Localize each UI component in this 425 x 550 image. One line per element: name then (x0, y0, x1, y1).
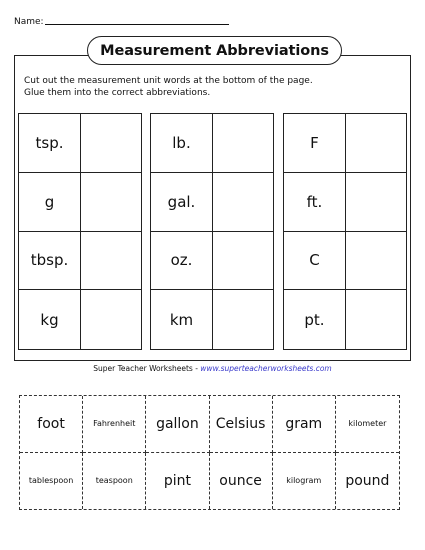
footer-brand: Super Teacher Worksheets - (93, 364, 201, 373)
footer (0, 364, 425, 373)
cutout-word: kilometer (336, 396, 399, 453)
answer-blank (213, 290, 273, 349)
instruction-line: Cut out the measurement unit words at the bottom of the page. (24, 76, 313, 86)
cutout-word: teaspoon (83, 453, 146, 510)
abbreviation-cell: oz. (151, 232, 213, 291)
abbreviation-cell: g (19, 173, 81, 232)
abbreviation-cell: F (284, 114, 346, 173)
answer-blank (213, 114, 273, 173)
answer-blank (346, 232, 406, 291)
answer-blank (213, 232, 273, 291)
abbreviation-cell: km (151, 290, 213, 349)
abbreviation-cell: pt. (284, 290, 346, 349)
name-label: Name: (14, 17, 44, 27)
cutout-word: Celsius (210, 396, 273, 453)
abbreviation-table-1 (18, 113, 142, 350)
answer-blank (81, 290, 141, 349)
cutout-word: gallon (146, 396, 209, 453)
cutout-word: tablespoon (20, 453, 83, 510)
answer-blank (81, 114, 141, 173)
cutout-word: pint (146, 453, 209, 510)
name-line (45, 16, 229, 25)
abbreviation-cell: tbsp. (19, 232, 81, 291)
footer-link[interactable]: www.superteacherworksheets.com (200, 364, 332, 373)
name-field (14, 16, 229, 27)
cutout-word: Fahrenheit (83, 396, 146, 453)
page-title: Measurement Abbreviations (87, 36, 342, 65)
cutout-word: ounce (210, 453, 273, 510)
cutout-word: pound (345, 472, 390, 489)
answer-blank (213, 173, 273, 232)
cutout-word: kilogram (273, 453, 336, 510)
abbreviation-cell: lb. (151, 114, 213, 173)
abbreviation-cell: ft. (284, 173, 346, 232)
answer-blank (346, 173, 406, 232)
abbreviation-table-3 (283, 113, 407, 350)
instruction-line: Glue them into the correct abbreviations. (24, 88, 211, 98)
answer-blank (81, 173, 141, 232)
instructions (24, 75, 313, 99)
abbreviation-cell: C (284, 232, 346, 291)
cutout-word: foot (20, 396, 83, 453)
answer-blank (346, 290, 406, 349)
cutout-words-grid (19, 395, 400, 510)
abbreviation-cell: tsp. (19, 114, 81, 173)
cutout-word: gram (273, 396, 336, 453)
abbreviation-table-2 (150, 113, 274, 350)
abbreviation-cell: kg (19, 290, 81, 349)
answer-blank (346, 114, 406, 173)
abbreviation-cell: gal. (151, 173, 213, 232)
answer-blank (81, 232, 141, 291)
